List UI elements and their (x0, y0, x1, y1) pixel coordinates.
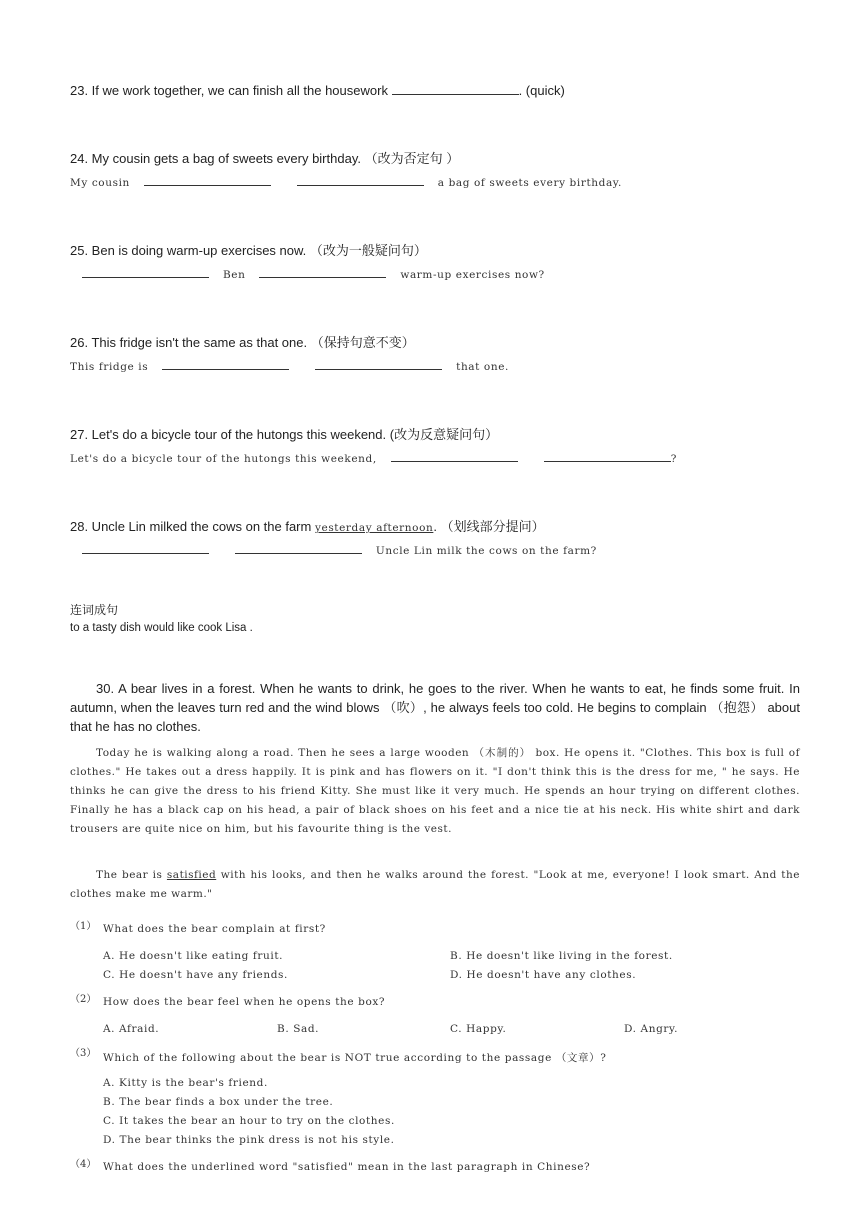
answer-blank[interactable] (297, 184, 424, 186)
question-number: （1） (70, 921, 97, 932)
answer-blank[interactable] (392, 93, 519, 95)
q27-instruction: (改为反意疑问句） (389, 427, 499, 442)
question-text: How does the bear feel when he opens the box? (103, 996, 386, 1008)
para3-tail: with his looks, and then he walks around the forest. "Look at me, everyone! I look smart. And the clothes make me warm." (70, 869, 800, 900)
answer-blank[interactable] (391, 460, 518, 462)
q30-paragraph-3 (70, 866, 800, 904)
underlined-word-satisfied: satisfied (166, 869, 217, 881)
answer-blank[interactable] (144, 184, 271, 186)
option[interactable]: A. Afraid. (103, 1023, 160, 1035)
question-25-answer-line (82, 269, 545, 281)
question-23 (70, 83, 565, 98)
question-24-prompt (70, 148, 459, 167)
option[interactable]: B. Sad. (277, 1023, 320, 1035)
q30-para2-text: Today he is walking along a road. Then he sees a large wooden （木制的） box. He opens it. "Clothes. This box is full of clothes." He takes out a dress happily. It is pink and has flowers on it. "I don't think this is the dress for me, " he says. He thinks he can give the dress to his friend Kitty. She must like it very much. He spends an hour trying on different clothes. Finally he has a black cap on his head, a pair of black shoes on his feet and a nice tie at his neck. His white shirt and dark trousers are quite nice on him, but his favourite thing is the vest. (70, 747, 800, 835)
q30-intro (70, 679, 800, 736)
question-number: （2） (70, 994, 97, 1005)
q28-tail: Uncle Lin milk the cows on the farm? (375, 545, 597, 557)
q25-tail: warm-up exercises now? (400, 269, 545, 281)
question-number: （4） (70, 1159, 97, 1170)
q28-instruction: （划线部分提问） (440, 519, 545, 534)
question-24-answer-line (70, 177, 622, 189)
question-26-prompt (70, 332, 415, 351)
q25-mid: Ben (222, 269, 246, 281)
answer-blank[interactable] (315, 368, 442, 370)
q28-prompt-text: 28. Uncle Lin milked the cows on the farm (70, 519, 312, 534)
q25-instruction: （改为一般疑问句） (309, 243, 427, 258)
option[interactable]: C. Happy. (450, 1023, 507, 1035)
question-27-prompt (70, 424, 498, 443)
q23-text: 23. If we work together, we can finish all the housework (70, 83, 388, 98)
option[interactable]: C. He doesn't have any friends. (103, 969, 288, 981)
question-28-answer-line (82, 545, 597, 557)
para3-lead: The bear is (96, 869, 163, 881)
answer-blank[interactable] (82, 276, 209, 278)
q30-intro-text: 30. A bear lives in a forest. When he wants to drink, he goes to the river. When he wants to eat, he finds some fruit. In autumn, when the leaves turn red and the wind blows （吹）, he always feels too cold. He begins to complain （抱怨） about that he has no clothes. (70, 681, 800, 734)
question-text: What does the bear complain at first? (103, 923, 326, 935)
q25-prompt-text: 25. Ben is doing warm-up exercises now. (70, 243, 307, 258)
q24-lead: My cousin (70, 177, 130, 189)
question-27-answer-line (70, 453, 677, 465)
q24-prompt-text: 24. My cousin gets a bag of sweets every birthday. (70, 151, 361, 166)
question-text: Which of the following about the bear is NOT true according to the passage （文章）? (103, 1052, 607, 1064)
q26-lead: This fridge is (70, 361, 149, 373)
option[interactable]: B. The bear finds a box under the tree. (103, 1096, 334, 1108)
q26-prompt-text: 26. This fridge isn't the same as that one. (70, 335, 308, 350)
option[interactable]: D. The bear thinks the pink dress is not his style. (103, 1134, 395, 1146)
answer-blank[interactable] (235, 552, 362, 554)
question-25-prompt (70, 240, 427, 259)
option[interactable]: D. Angry. (624, 1023, 679, 1035)
question-number: （3） (70, 1048, 97, 1059)
q27-lead: Let's do a bicycle tour of the hutongs this weekend, (70, 453, 377, 465)
q30-para3-text (70, 866, 800, 904)
q28-dot: . (433, 519, 437, 534)
q28-underlined-phrase: yesterday afternoon (314, 522, 434, 534)
q26-tail: that one. (456, 361, 509, 373)
q30-paragraph-2 (70, 744, 800, 839)
question-28-prompt (70, 516, 545, 535)
answer-blank[interactable] (162, 368, 289, 370)
q23-tail: . (quick) (518, 83, 565, 98)
q24-tail: a bag of sweets every birthday. (437, 177, 622, 189)
option[interactable]: A. He doesn't like eating fruit. (103, 950, 284, 962)
section-title: 连词成句 (70, 603, 119, 617)
q24-instruction: （改为否定句 ） (364, 151, 460, 166)
q27-prompt-text: 27. Let's do a bicycle tour of the hutongs this weekend. (70, 427, 387, 442)
option[interactable]: D. He doesn't have any clothes. (450, 969, 637, 981)
answer-blank[interactable] (544, 460, 671, 462)
q26-instruction: （保持句意不变） (310, 335, 415, 350)
question-26-answer-line (70, 361, 509, 373)
option[interactable]: B. He doesn't like living in the forest. (450, 950, 673, 962)
question-text: What does the underlined word "satisfied" mean in the last paragraph in Chinese? (103, 1161, 591, 1173)
option[interactable]: C. It takes the bear an hour to try on the clothes. (103, 1115, 395, 1127)
q27-tail: ? (670, 453, 677, 465)
answer-blank[interactable] (82, 552, 209, 554)
answer-blank[interactable] (259, 276, 386, 278)
option[interactable]: A. Kitty is the bear's friend. (103, 1077, 268, 1089)
word-order-prompt: to a tasty dish would like cook Lisa . (70, 622, 253, 634)
